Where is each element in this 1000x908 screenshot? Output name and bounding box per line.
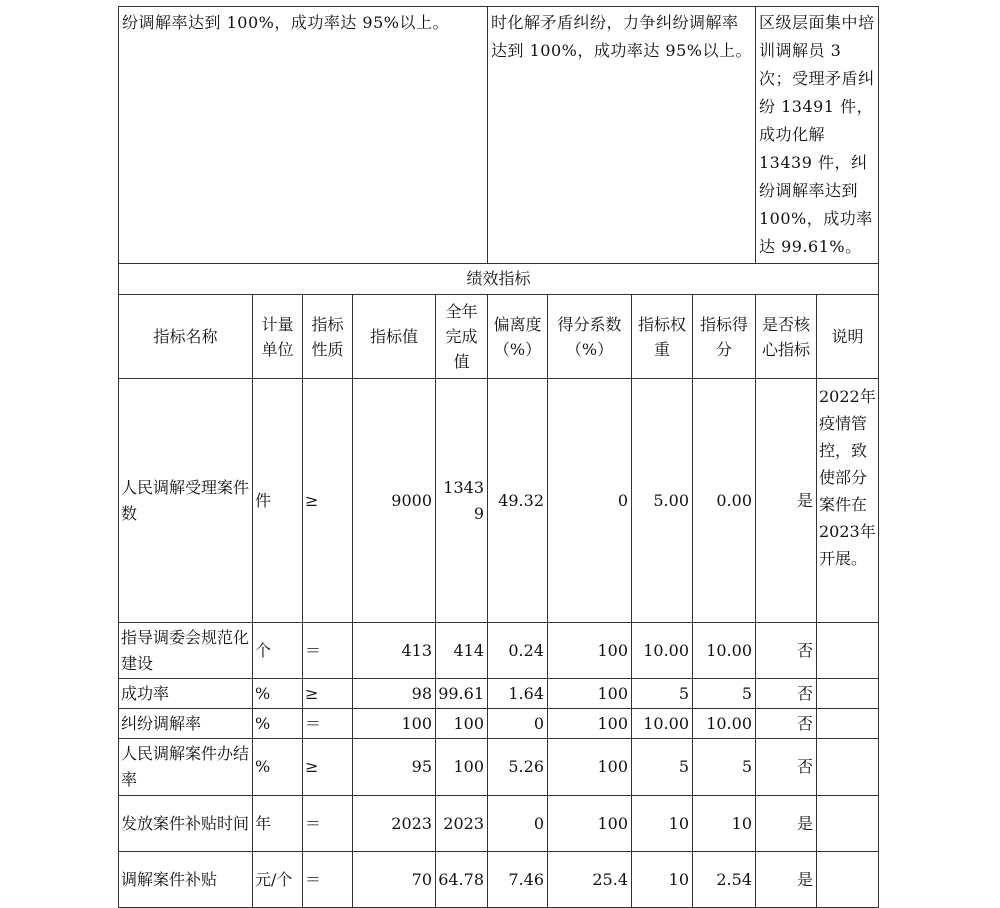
core-flag: 否 — [756, 739, 817, 796]
core-flag: 否 — [756, 709, 817, 739]
goal-row — [119, 7, 879, 264]
note — [817, 852, 879, 908]
indicator-name: 人民调解案件办结率 — [119, 739, 253, 796]
table-row — [119, 852, 879, 908]
deviation: 0 — [488, 709, 548, 739]
core-flag: 是 — [756, 852, 817, 908]
note — [817, 679, 879, 709]
weight: 5.00 — [632, 379, 693, 623]
table-row — [119, 796, 879, 852]
table-row — [119, 379, 879, 623]
unit: % — [253, 709, 303, 739]
indicator-name: 成功率 — [119, 679, 253, 709]
nature: ＝ — [303, 796, 353, 852]
header-cell: 指标名称 — [119, 295, 253, 379]
note — [817, 739, 879, 796]
nature: ≥ — [303, 379, 353, 623]
score: 10 — [693, 796, 756, 852]
deviation: 5.26 — [488, 739, 548, 796]
nature: ＝ — [303, 852, 353, 908]
actual-value: 414 — [436, 623, 488, 679]
header-cell: 计量单位 — [253, 295, 303, 379]
target-value: 100 — [353, 709, 436, 739]
nature: ＝ — [303, 623, 353, 679]
score-coefficient: 100 — [548, 709, 632, 739]
deviation: 1.64 — [488, 679, 548, 709]
goal-cell-3: 区级层面集中培训调解员 3 次；受理矛盾纠纷 13491 件，成功化解 13439 件，纠纷调解率达到 100%，成功率达 99.61%。 — [756, 7, 879, 264]
score: 10.00 — [693, 623, 756, 679]
header-cell: 指标值 — [353, 295, 436, 379]
target-value: 2023 — [353, 796, 436, 852]
indicator-name: 人民调解受理案件数 — [119, 379, 253, 623]
note — [817, 709, 879, 739]
core-flag: 否 — [756, 679, 817, 709]
section-title: 绩效指标 — [119, 264, 879, 295]
weight: 10.00 — [632, 709, 693, 739]
performance-table — [118, 6, 879, 908]
target-value: 95 — [353, 739, 436, 796]
table-row — [119, 709, 879, 739]
deviation: 0.24 — [488, 623, 548, 679]
deviation: 49.32 — [488, 379, 548, 623]
core-flag: 否 — [756, 623, 817, 679]
header-cell: 得分系数（%） — [548, 295, 632, 379]
note — [817, 623, 879, 679]
note — [817, 796, 879, 852]
target-value: 413 — [353, 623, 436, 679]
unit: 个 — [253, 623, 303, 679]
actual-value: 64.78 — [436, 852, 488, 908]
header-cell: 是否核心指标 — [756, 295, 817, 379]
unit: 件 — [253, 379, 303, 623]
target-value: 98 — [353, 679, 436, 709]
header-cell: 全年完成值 — [436, 295, 488, 379]
score-coefficient: 25.4 — [548, 852, 632, 908]
weight: 10 — [632, 796, 693, 852]
deviation: 0 — [488, 796, 548, 852]
unit: % — [253, 679, 303, 709]
unit: % — [253, 739, 303, 796]
header-row — [119, 295, 879, 379]
weight: 10 — [632, 852, 693, 908]
indicator-name: 发放案件补贴时间 — [119, 796, 253, 852]
score-coefficient: 0 — [548, 379, 632, 623]
header-cell: 偏离度（%） — [488, 295, 548, 379]
header-cell: 指标性质 — [303, 295, 353, 379]
table-row — [119, 623, 879, 679]
deviation: 7.46 — [488, 852, 548, 908]
score: 5 — [693, 679, 756, 709]
nature: ≥ — [303, 739, 353, 796]
score-coefficient: 100 — [548, 679, 632, 709]
score: 0.00 — [693, 379, 756, 623]
score: 10.00 — [693, 709, 756, 739]
actual-value: 100 — [436, 709, 488, 739]
core-flag: 是 — [756, 379, 817, 623]
table-row — [119, 679, 879, 709]
unit: 元/个 — [253, 852, 303, 908]
note: 2022年疫情管控，致使部分案件在2023年开展。 — [817, 379, 879, 623]
score-coefficient: 100 — [548, 623, 632, 679]
indicator-name: 指导调委会规范化建设 — [119, 623, 253, 679]
nature: ＝ — [303, 709, 353, 739]
indicator-name: 调解案件补贴 — [119, 852, 253, 908]
weight: 5 — [632, 679, 693, 709]
weight: 5 — [632, 739, 693, 796]
header-cell: 指标权重 — [632, 295, 693, 379]
target-value: 70 — [353, 852, 436, 908]
weight: 10.00 — [632, 623, 693, 679]
score-coefficient: 100 — [548, 796, 632, 852]
core-flag: 是 — [756, 796, 817, 852]
header-cell: 说明 — [817, 295, 879, 379]
score: 5 — [693, 739, 756, 796]
actual-value: 100 — [436, 739, 488, 796]
table-row — [119, 739, 879, 796]
actual-value: 13439 — [436, 379, 488, 623]
goal-cell-1: 纷调解率达到 100%，成功率达 95%以上。 — [119, 7, 488, 264]
goal-cell-2: 时化解矛盾纠纷，力争纠纷调解率达到 100%，成功率达 95%以上。 — [488, 7, 756, 264]
score: 2.54 — [693, 852, 756, 908]
indicator-name: 纠纷调解率 — [119, 709, 253, 739]
target-value: 9000 — [353, 379, 436, 623]
actual-value: 99.61 — [436, 679, 488, 709]
unit: 年 — [253, 796, 303, 852]
actual-value: 2023 — [436, 796, 488, 852]
header-cell: 指标得分 — [693, 295, 756, 379]
nature: ≥ — [303, 679, 353, 709]
score-coefficient: 100 — [548, 739, 632, 796]
